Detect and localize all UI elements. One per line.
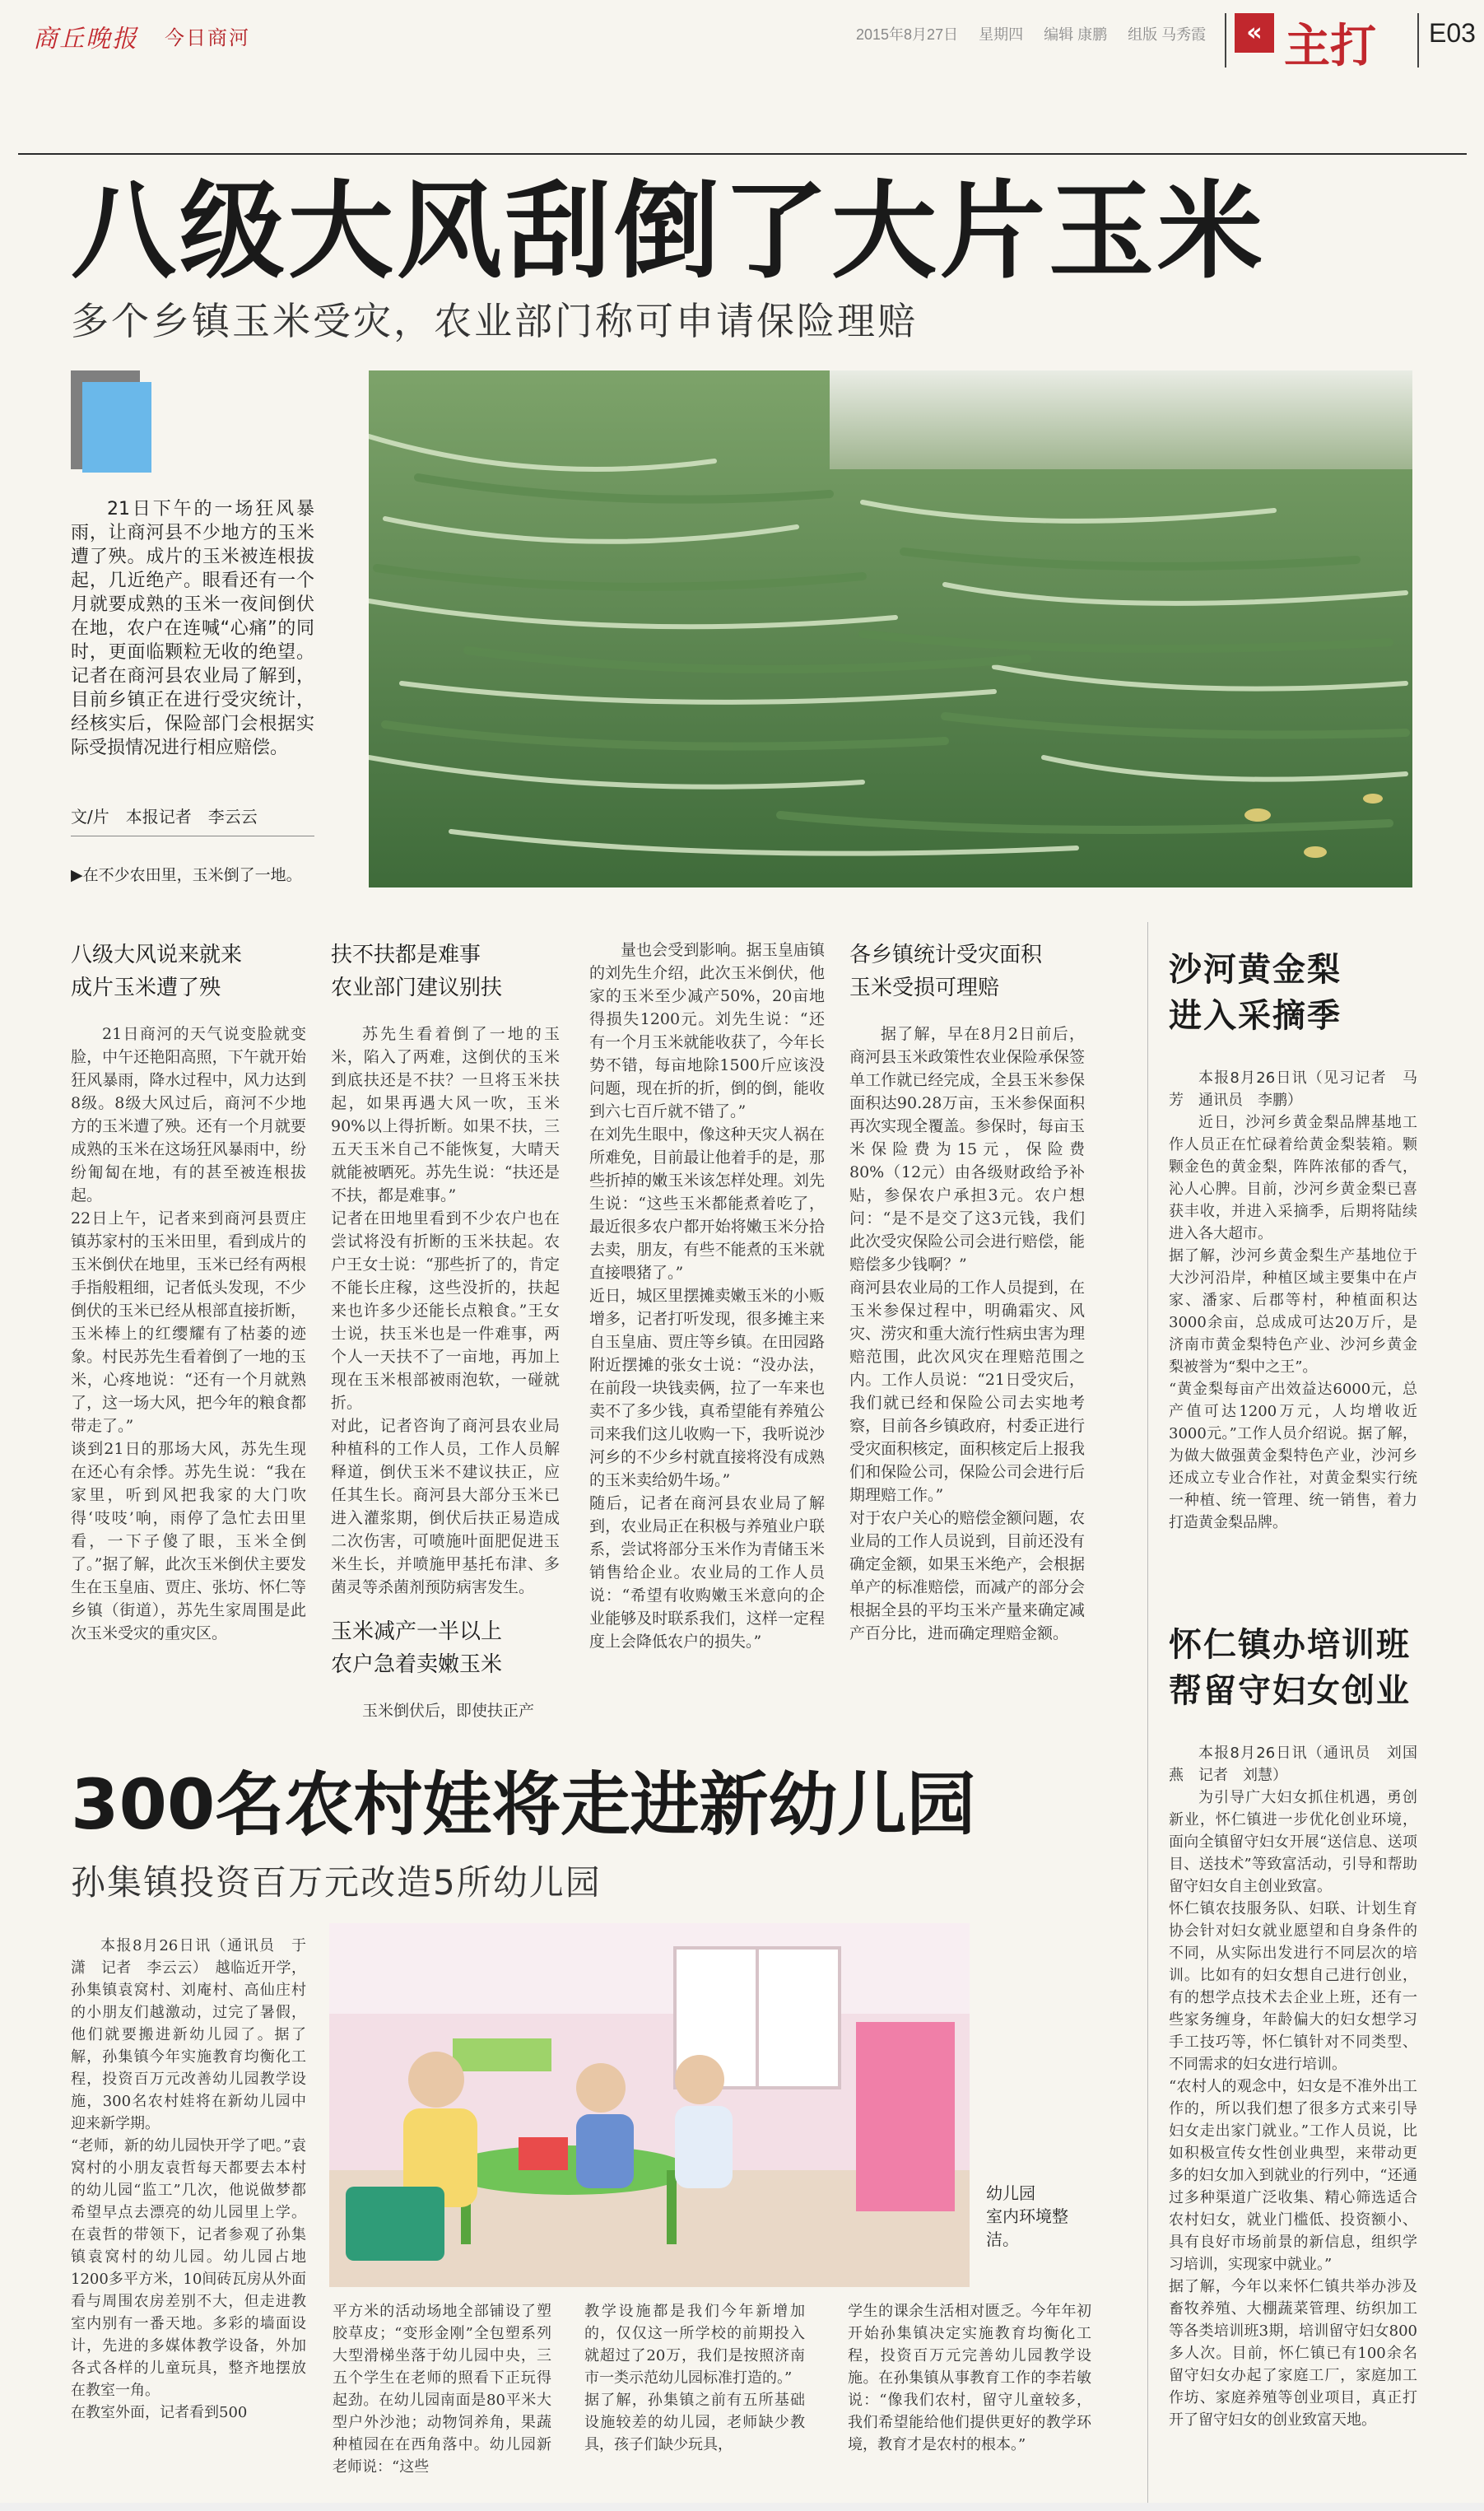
column-body: 本报8月26日讯（通讯员 于潇 记者 李云云） 越临近开学，孙集镇袁窝村、刘庵村、高仙庄村的小朋友们越激动，过完了暑假，他们就要搬进新幼儿园了。据了解，孙集镇今年实施教育均衡化工程，投资百万元改善幼儿园教学设施，300名农村娃将在新幼儿园中迎来新学期。 “老师，新的幼儿园快开学了吧。”袁窝村的小朋友袁哲每天都要去本村的幼儿园“监工”几次，他说做梦都希望早点去漂亮的幼儿园里上学。在袁哲的带领下，记者参观了孙集镇袁窝村的幼儿园。幼儿园占地1200多平方米，10间砖瓦房从外面看与周围农房差别不大，但走进教室内别有一番天地。多彩的墙面设计，先进的多媒体教学设备，外加各式各样的儿童玩具，整齐地摆放在教室一角。 在教室外面，记者看到500 [71, 1937, 306, 2421]
page-header [0, 0, 1484, 79]
column-subtitle [849, 939, 1085, 1004]
decorative-block-icon [71, 370, 161, 478]
article-column-2 [331, 939, 560, 1722]
fallen-corn-photo [369, 370, 1412, 887]
column-body: 玉米倒伏后，即使扶正产 [362, 1702, 535, 1720]
kindergarten-caption: 幼儿园 室内环境整 洁。 [986, 2183, 1068, 2249]
column-body: 学生的课余生活相对匮乏。今年年初开始孙集镇决定实施教育均衡化工程，投资百万元完善幼儿园教学设施。在孙集镇从事教育工作的李若敏说：“像我们农村，留守儿童较多，我们希望能给他们提供更好的教学环境，教育才是农村的根本。” [848, 2303, 1091, 2453]
side-story-2-title: 怀仁镇办培训班 帮留守妇女创业 [1169, 1626, 1411, 1710]
column-body: 苏先生看着倒了一地的玉米，陷入了两难，这倒伏的玉米到底扶还是不扶？一旦将玉米扶起，如果再遇大风一吹，玉米90%以上得折断。如果不扶，三五天玉米自己不能恢复，大晴天就能被晒死。苏先生说：“扶还是不扶，都是难事。” 记者在田地里看到不少农户也在尝试将没有折断的玉米扶起。农户王女士说：“那些折了的，肯定不能长庄稼，这些没折的，扶起来也许多少还能长点粮食。”王女士说，扶玉米也是一件难事，两个人一天扶不了一亩地，再加上现在玉米根部被雨泡软，一碰就折。 对此，记者咨询了商河县农业局种植科的工作人员，工作人员解释道，倒伏玉米不建议扶正，应任其生长。商河县大部分玉米已进入灌浆期，倒伏后扶正易造成二次伤害，可喷施叶面肥促进玉米生长，并喷施甲基托布津、多菌灵等杀菌剂预防病害发生。 [331, 1025, 560, 1596]
article-column-4 [849, 939, 1085, 1645]
column-name: 今日商河 [165, 27, 250, 49]
column-body: 量也会受到影响。据玉皇庙镇的刘先生介绍，此次玉米倒伏，他家的玉米至少减产50%，20亩地得损失1200元。刘先生说：“还有一个月玉米就能收获了，今年长势不错，每亩地除1500斤应该没问题，现在折的折，倒的倒，能收到六七百斤就不错了。” 在刘先生眼中，像这种天灾人祸在所难免，目前最让他着手的是，那些折掉的嫩玉米该怎样处理。刘先生说：“这些玉米都能煮着吃了，最近很多农户都开始将嫩玉米分拾去卖，朋友，有些不能煮的玉米就直接喂猪了。” 近日，城区里摆摊卖嫩玉米的小贩增多，记者打听发现，很多摊主来自玉皇庙、贾庄等乡镇。在田园路附近摆摊的张女士说：“没办法，在前段一块钱卖俩，拉了一车来也卖不了多少钱，真希望能有养殖公司来我们这儿收购一下，我听说沙河乡的不少乡村就直接将没有成熟的玉米卖给奶牛场。” 随后，记者在商河县农业局了解到，农业局正在积极与养殖业户联系，尝试将部分玉米作为青储玉米销售给企业。农业局的工作人员说：“希望有收购嫩玉米意向的企业能够及时联系我们，这样一定程度上会降低农户的损失。” [589, 941, 825, 1651]
side-story-1-title: 沙河黄金梨 进入采摘季 [1169, 951, 1342, 1035]
article-column-1 [71, 939, 306, 1645]
side-story-2-text: 为引导广大妇女抓住机遇，勇创新业，怀仁镇进一步优化创业环境，面向全镇留守妇女开展“送信息、送项目、送技术”等致富活动，引导和帮助留守妇女自主创业致富。 怀仁镇农技服务队、妇联、计划生育协会针对妇女就业愿望和自身条件的不同，从实际出发进行不同层次的培训。比如有的妇女想自己进行创业，有的想学点技术去企业上班，还有一些家务缠身，年龄偏大的妇女想学习手工技巧等，怀仁镇针对不同类型、不同需求的妇女进行培训。 “农村人的观念中，妇女是不准外出工作的，所以我们想了很多方式来引导妇女走出家门就业。”工作人员说，比如积极宣传女性创业典型，来带动更多的妇女加入到就业的行列中，“还通过多种渠道广泛收集、精心筛选适合农村妇女，就业门槛低、投资额小、具有良好市场前景的新信息，组织学习培训，实现家中就业。” 据了解，今年以来怀仁镇共举办涉及畜牧养殖、大棚蔬菜管理、纺织加工等各类培训班3期，培训留守妇女800多人次。目前，怀仁镇已有100余名留守妇女办起了家庭工厂，家庭加工作坊、家庭养殖等创业项目，真正打开了留守妇女的创业致富天地。 [1169, 1789, 1417, 2429]
main-headline: 八级大风刮倒了大片玉米 [71, 170, 1267, 293]
column-subtitle [331, 939, 560, 1004]
side-story-1-body [1169, 1067, 1417, 1534]
column-subtitle [71, 939, 306, 1004]
article-column-3 [589, 939, 825, 1653]
side-story-2-dateline: 本报8月26日讯（通讯员 刘国燕 记者 刘慧） [1169, 1745, 1417, 1784]
column-subtitle-text: 八级大风说来就来 成片玉米遭了殃 [71, 943, 243, 1000]
second-column-2 [333, 2300, 551, 2478]
second-column-1 [71, 1935, 306, 2424]
fallen-corn-illustration [369, 370, 1412, 887]
issue-date: 2015年8月27日 [856, 26, 959, 43]
header-divider [1225, 13, 1226, 68]
issue-meta [856, 23, 1222, 44]
main-lead: 21日下午的一场狂风暴雨，让商河县不少地方的玉米遭了殃。成片的玉米被连根拔起，几近绝产。眼看还有一个月就要成熟的玉米一夜间倒伏在地，农户在连喊“心痛”的同时，更面临颗粒无收的绝望。记者在商河县农业局了解到，目前乡镇正在进行受灾统计，经核实后，保险部门会根据实际受损情况进行相应赔偿。 [71, 499, 314, 758]
layout-credit: 组版 马秀霞 [1128, 26, 1207, 43]
editor-credit: 编辑 康鹏 [1044, 26, 1108, 43]
photo-caption: ▶在不少农田里，玉米倒了一地。 [71, 866, 302, 884]
second-subhead: 孙集镇投资百万元改造5所幼儿园 [71, 1862, 602, 1903]
column-body: 21日商河的天气说变脸就变脸，中午还艳阳高照，下午就开始狂风暴雨，降水过程中，风力达到8级。8级大风过后，商河不少地方的玉米遭了殃。还有一个月就要成熟的玉米在这场狂风暴雨中，纷纷匍匐在地，有的甚至被连根拔起。 22日上午，记者来到商河县贾庄镇苏家村的玉米田里，看到成片的玉米倒伏在地里，玉米已经有两根手指般粗细，记者低头发现，不少倒伏的玉米已经从根部直接折断，玉米棒上的红缨耀有了枯萎的迹象。村民苏先生看着倒了一地的玉米，心疼地说：“还有一个月就熟了，这一场大风，把今年的粮食都带走了。” 谈到21日的那场大风，苏先生现在还心有余悸。苏先生说：“我在家里，听到风把我家的大门吹得‘吱吱’响，雨停了急忙去田里看，一下子傻了眼，玉米全倒了。”据了解，此次玉米倒伏主要发生在玉皇庙、贾庄、张坊、怀仁等乡镇（街道），苏先生家周围是此次玉米受灾的重灾区。 [71, 1025, 306, 1642]
main-byline: 文/片 本报记者 李云云 [71, 804, 314, 836]
page-number: E03 [1429, 18, 1476, 48]
second-column-4 [848, 2300, 1091, 2456]
column-body: 据了解，早在8月2日前后，商河县玉米政策性农业保险承保签单工作就已经完成，全县玉米参保面积达90.28万亩，玉米参保面积再次实现全覆盖。参保时，每亩玉米保险费为15元，保险费80%（12元）由各级财政给予补贴，参保农户承担3元。农户想问：“是不是交了这3元钱，我们此次受灾保险公司会进行赔偿，能赔偿多少钱啊？” 商河县农业局的工作人员提到，在玉米参保过程中，明确霜灾、风灾、涝灾和重大流行性病虫害为理赔范围，此次风灾在理赔范围之内。工作人员说：“21日受灾后，我们就已经和保险公司去实地考察，目前各乡镇政府，村委正进行受灾面积核定，面积核定后上报我们和保险公司，保险公司会进行后期理赔工作。” 对于农户关心的赔偿金额问题，农业局的工作人员说到，目前还没有确定金额，如果玉米绝产，会根据单产的标准赔偿，而减产的部分会根据全县的平均玉米产量来确定减产百分比，进而确定理赔金额。 [849, 1025, 1085, 1642]
column-separator [1147, 922, 1148, 2503]
column-body: 教学设施都是我们今年新增加的，仅仅这一所学校的前期投入就超过了20万，我们是按照济南市一类示范幼儿园标准打造的。” 据了解，孙集镇之前有五所基础设施较差的幼儿园，老师缺少教具，孩子们缺少玩具， [584, 2303, 805, 2453]
side-story-2-body [1169, 1742, 1417, 2431]
column-subtitle-text: 扶不扶都是难事 农业部门建议别扶 [331, 943, 503, 1000]
second-headline: 300名农村娃将走进新幼儿园 [71, 1764, 976, 1845]
column-subtitle [331, 1615, 560, 1681]
column-subtitle-text: 各乡镇统计受灾面积 玉米受损可理赔 [849, 943, 1043, 1000]
page-footer-strip [0, 2503, 1484, 2511]
newspaper-logo: 商丘晚报 [33, 25, 138, 54]
side-story-1-dateline: 本报8月26日讯（见习记者 马芳 通讯员 李鹏） [1169, 1069, 1417, 1109]
header-divider [1417, 13, 1419, 68]
issue-weekday: 星期四 [979, 26, 1024, 43]
second-column-3 [584, 2300, 805, 2456]
main-subhead: 多个乡镇玉米受灾，农业部门称可申请保险理赔 [71, 299, 918, 343]
header-rule [18, 153, 1467, 155]
section-title: 主打 [1284, 20, 1376, 73]
column-subtitle-text: 玉米减产一半以上 农户急着卖嫩玉米 [331, 1619, 503, 1677]
side-story-1-text: 近日，沙河乡黄金梨品牌基地工作人员正在忙碌着给黄金梨装箱。颗颗金色的黄金梨，阵阵浓郁的香气，沁人心脾。目前，沙河乡黄金梨已喜获丰收，并进入采摘季，后期将陆续进入各大超市。 据了解，沙河乡黄金梨生产基地位于大沙河沿岸，种植区域主要集中在卢家、潘家、后郡等村，种植面积达3000余亩，总成成可达20万斤，是济南市黄金梨特色产业、沙河乡黄金梨被誉为“梨中之王”。 “黄金梨每亩产出效益达6000元，总产值可达1200万元，人均增收近3000元。”工作人员介绍说。据了解，为做大做强黄金梨特色产业，沙河乡还成立专业合作社，对黄金梨实行统一种植、统一管理、统一销售，着力打造黄金梨品牌。 [1169, 1114, 1417, 1531]
section-tag-icon: « [1235, 13, 1274, 53]
column-body: 平方米的活动场地全部铺设了塑胶草皮；“变形金刚”全包塑系列大型滑梯坐落于幼儿园中央，三五个学生在老师的照看下正玩得起劲。在幼儿园南面是80平米大型户外沙池；动物饲养角，果蔬种植园在在西角落中。幼儿园新老师说：“这些 [333, 2303, 551, 2476]
kindergarten-photo [329, 1923, 970, 2287]
kindergarten-illustration [329, 1923, 970, 2287]
